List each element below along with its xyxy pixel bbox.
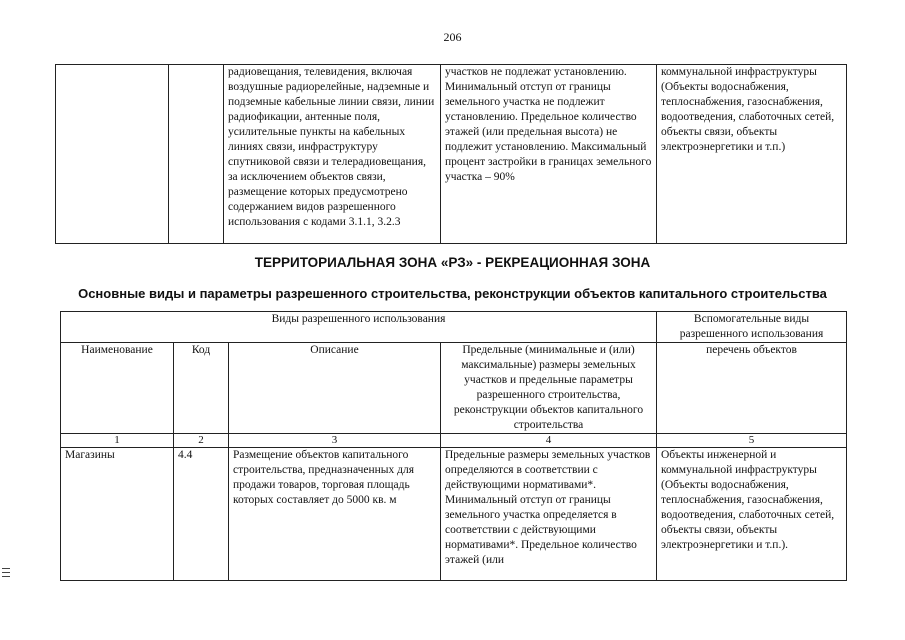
cell-code: [169, 65, 224, 244]
cell-objects: коммунальной инфраструктуры (Объекты водоснабжения, теплоснабжения, газоснабжения, водоотведения, слаботочных сетей, объекты связи, объекты электроэнергетики и т.п.): [657, 65, 847, 244]
cell-name: Магазины: [61, 448, 174, 581]
zone-title: ТЕРРИТОРИАЛЬНАЯ ЗОНА «РЗ» - РЕКРЕАЦИОННАЯ ЗОНА: [254, 255, 651, 270]
cell-objects: Объекты инженерной и коммунальной инфраструктуры (Объекты водоснабжения, теплоснабжения, газоснабжения, водоотведения, слаботочных сетей, объекты связи, объекты электроэнергетики и т.п.).: [657, 448, 847, 581]
margin-scan-mark: [2, 568, 10, 580]
group-header-main: Виды разрешенного использования: [61, 312, 657, 343]
zone-usage-table: [60, 311, 847, 581]
cell-params: Предельные размеры земельных участков определяются в соответствии с действующими нормативами*. Минимальный отступ от границы земельного участка определяется в соответствии с действующими нормативами*. Предельное количество этажей (или: [441, 448, 657, 581]
column-number: 2: [174, 434, 229, 448]
column-number: 4: [441, 434, 657, 448]
column-number: 3: [229, 434, 441, 448]
group-header-row: [61, 312, 847, 343]
cell-description: радиовещания, телевидения, включая воздушные радиорелейные, надземные и подземные кабельные линии связи, линии радиофикации, антенные поля, усилительные пункты на кабельных линиях связи, инфраструктуру спутниковой связи и телерадиовещания, за исключением объектов связи, размещение которых предусмотрено содержанием видов разрешенного использования с кодами 3.1.1, 3.2.3: [224, 65, 441, 244]
column-number-row: [61, 434, 847, 448]
column-number: 1: [61, 434, 174, 448]
header-name: Наименование: [61, 343, 174, 434]
continued-table: [55, 64, 847, 244]
column-header-row: [61, 343, 847, 434]
cell-params: участков не подлежат установлению. Минимальный отступ от границы земельного участка не подлежит установлению. Предельное количество этажей (или предельная высота) не подлежит установлению. Максимальный процент застройки в границах земельного участка – 90%: [441, 65, 657, 244]
cell-name: [56, 65, 169, 244]
group-header-aux: Вспомогательные виды разрешенного использования: [657, 312, 847, 343]
cell-code: 4.4: [174, 448, 229, 581]
table-row: [61, 448, 847, 581]
column-number: 5: [657, 434, 847, 448]
cell-description: Размещение объектов капитального строительства, предназначенных для продажи товаров, торговая площадь которых составляет до 5000 кв. м: [229, 448, 441, 581]
table-row: [56, 65, 847, 244]
header-params: Предельные (минимальные и (или) максимальные) размеры земельных участков и предельные параметры разрешенного строительства, реконструкции объектов капитального строительства: [441, 343, 657, 434]
page-number: 206: [443, 30, 462, 44]
header-objects: перечень объектов: [657, 343, 847, 434]
header-description: Описание: [229, 343, 441, 434]
header-code: Код: [174, 343, 229, 434]
section-title: Основные виды и параметры разрешенного строительства, реконструкции объектов капитального строительства: [78, 286, 827, 301]
